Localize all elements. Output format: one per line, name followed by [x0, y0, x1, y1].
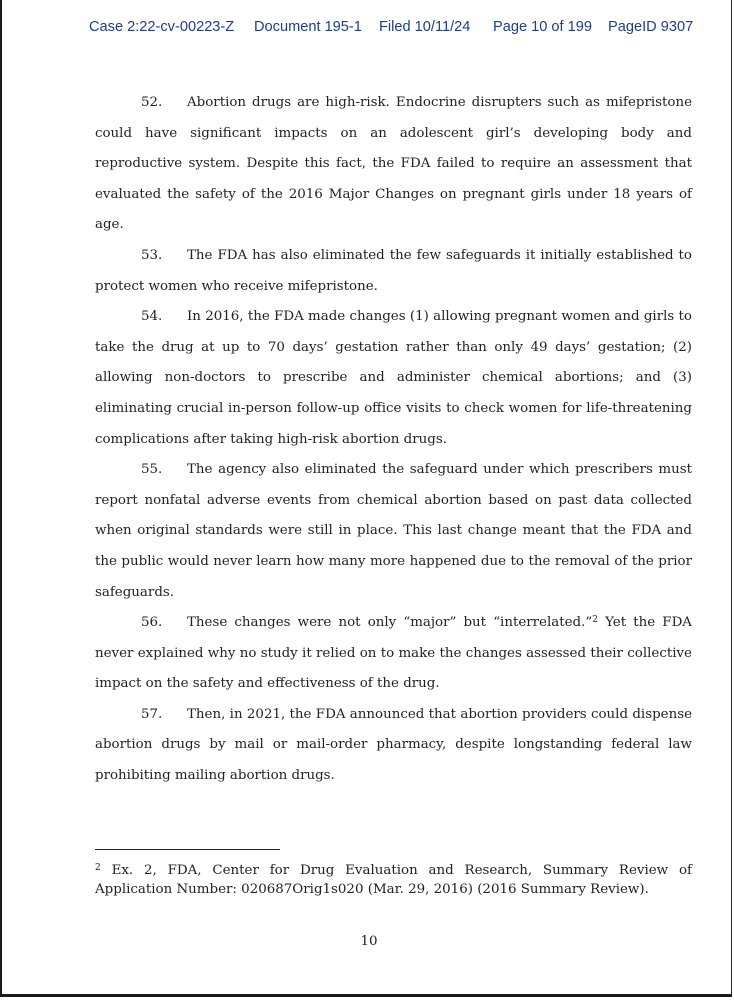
paragraph-text-after: Yet the FDA never explained why no study it relied on to make the changes assessed their collective impact on the safety and effectiveness of the drug.: [95, 615, 692, 692]
header-document-number: Document 195-1: [254, 19, 362, 35]
paragraph-number: 54.: [141, 309, 163, 325]
header-page-count: Page 10 of 199: [493, 19, 592, 35]
paragraph-text: Abortion drugs are high-risk. Endocrine disrupters such as mifepristone could have significant impacts on an adolescent girl’s developing body and reproductive system. Despite this fact, the FDA failed to require an assessment that evaluated the safety of the 2016 Major Changes on pregnant girls under 18 years of age.: [95, 95, 692, 233]
paragraph-number: 57.: [141, 706, 163, 722]
paragraph-number: 53.: [141, 247, 163, 263]
paragraph-52: [95, 88, 692, 241]
header-filed-date: Filed 10/11/24: [379, 19, 471, 35]
page-number: 10: [360, 934, 378, 949]
paragraph-number: 55.: [141, 462, 163, 478]
footnote-marker: 2: [95, 863, 101, 873]
paragraph-53: [95, 241, 692, 302]
footnote-text: Ex. 2, FDA, Center for Drug Evaluation and Research, Summary Review of Application Number: 020687Orig1s020 (Mar. 29, 2016) (2016 Summary Review).: [95, 863, 692, 897]
header-case-number: Case 2:22-cv-00223-Z: [89, 19, 235, 35]
paragraph-number: 56.: [141, 615, 163, 631]
footnote-separator: [95, 849, 280, 850]
paragraph-57: [95, 700, 692, 792]
paragraph-55: [95, 455, 692, 608]
paragraph-text: In 2016, the FDA made changes (1) allowing pregnant women and girls to take the drug at up to 70 days’ gestation rather than only 49 days’ gestation; (2) allowing non-doctors to prescribe and administer chemical abortions; and (3) eliminating crucial in-person follow-up office visits to check women for life-threatening complications after taking high-risk abortion drugs.: [95, 309, 692, 447]
paragraph-56: [95, 608, 692, 700]
footnote-reference[interactable]: 2: [592, 615, 598, 626]
footnote-2: [95, 861, 692, 899]
header-pageid: PageID 9307: [608, 19, 694, 35]
paragraph-text-before: These changes were not only “major” but “interrelated.”: [187, 615, 593, 631]
document-body: [95, 88, 692, 792]
paragraph-number: 52.: [141, 95, 163, 110]
paragraph-text: The FDA has also eliminated the few safeguards it initially established to protect women who receive mifepristone.: [95, 247, 692, 294]
paragraph-text: The agency also eliminated the safeguard under which prescribers must report nonfatal adverse events from chemical abortion based on past data collected when original standards were still in place. This last change meant that the FDA and the public would never learn how many more happened due to the removal of the prior safeguards.: [95, 462, 692, 600]
paragraph-text: Then, in 2021, the FDA announced that abortion providers could dispense abortion drugs by mail or mail-order pharmacy, despite longstanding federal law prohibiting mailing abortion drugs.: [95, 706, 692, 784]
paragraph-54: [95, 302, 692, 455]
